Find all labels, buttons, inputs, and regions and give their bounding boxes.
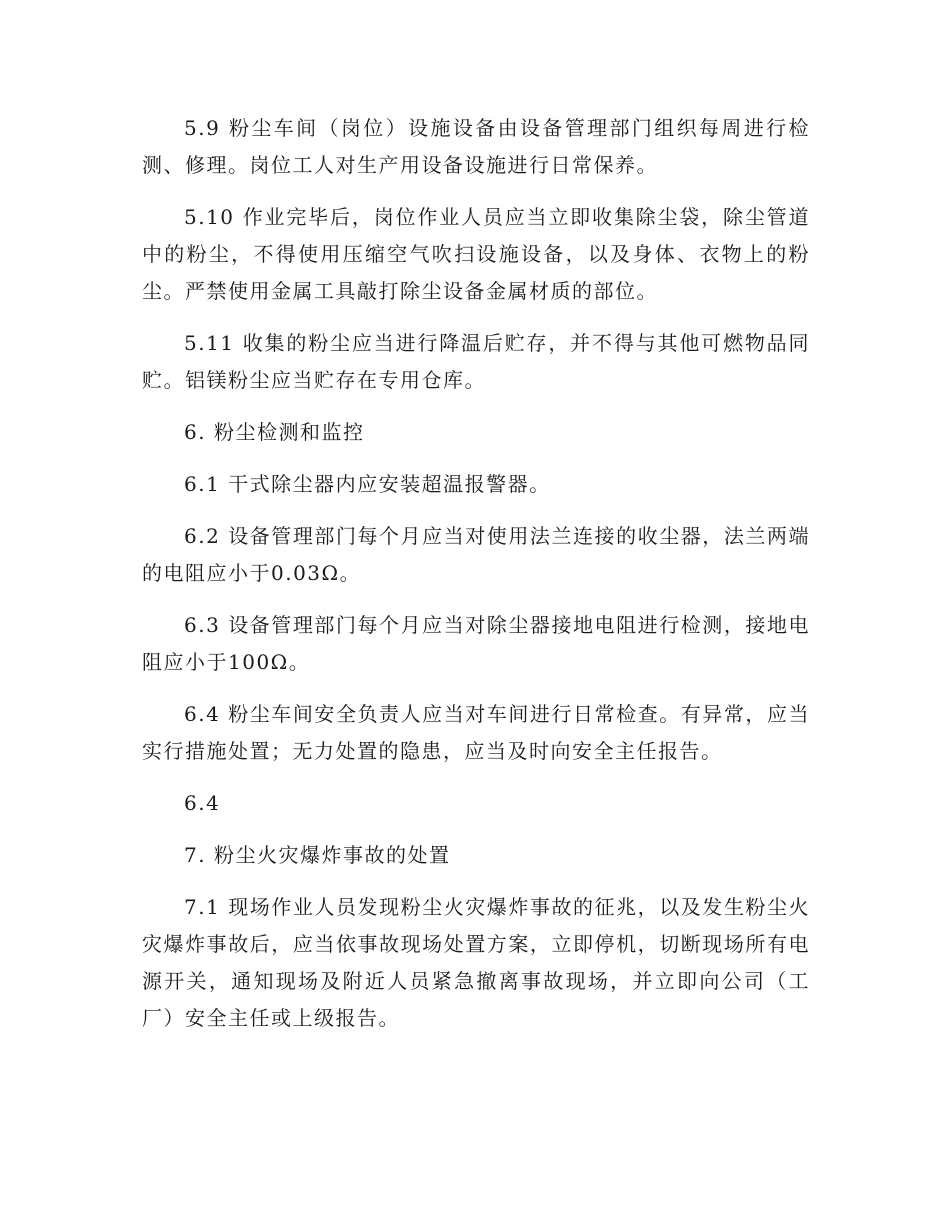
section-heading-7: 7. 粉尘火灾爆炸事故的处置 bbox=[184, 843, 451, 867]
paragraph-5-11: 5.11 收集的粉尘应当进行降温后贮存，并不得与其他可燃物品同贮。铝镁粉尘应当贮存在专用仓库。 bbox=[142, 331, 810, 392]
document-body bbox=[142, 110, 810, 1052]
paragraph-7-1: 7.1 现场作业人员发现粉尘火灾爆炸事故的征兆，以及发生粉尘火灾爆炸事故后，应当依事故现场处置方案，立即停机，切断现场所有电源开关，通知现场及附近人员紧急撤离事故现场，并立即向公司（工厂）安全主任或上级报告。 bbox=[142, 895, 810, 1030]
paragraph-5-10: 5.10 作业完毕后，岗位作业人员应当立即收集除尘袋，除尘管道中的粉尘，不得使用压缩空气吹扫设施设备，以及身体、衣物上的粉尘。严禁使用金属工具敲打除尘设备金属材质的部位。 bbox=[142, 205, 810, 303]
paragraph-6-1: 6.1 干式除尘器内应安装超温报警器。 bbox=[184, 472, 551, 496]
paragraph-6-4-empty: 6.4 bbox=[184, 791, 221, 815]
paragraph-6-2: 6.2 设备管理部门每个月应当对使用法兰连接的收尘器，法兰两端的电阻应小于0.03Ω。 bbox=[142, 524, 810, 585]
paragraph-5-9: 5.9 粉尘车间（岗位）设施设备由设备管理部门组织每周进行检测、修理。岗位工人对生产用设备设施进行日常保养。 bbox=[142, 116, 810, 177]
paragraph-6-3: 6.3 设备管理部门每个月应当对除尘器接地电阻进行检测，接地电阻应小于100Ω。 bbox=[142, 613, 810, 674]
section-heading-6: 6. 粉尘检测和监控 bbox=[184, 420, 365, 444]
paragraph-6-4: 6.4 粉尘车间安全负责人应当对车间进行日常检查。有异常，应当实行措施处置；无力处置的隐患，应当及时向安全主任报告。 bbox=[142, 702, 810, 763]
